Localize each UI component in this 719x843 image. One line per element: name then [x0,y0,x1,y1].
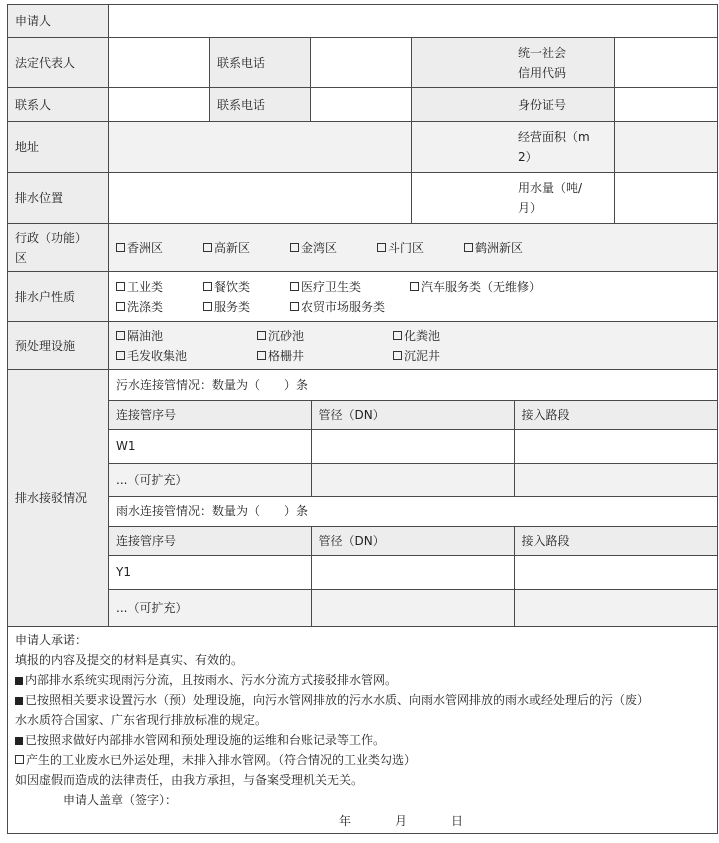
area-label [412,122,615,173]
rain-row-more: ...（可扩充） [109,589,311,626]
pretreat-option-grease-trap[interactable]: 隔油池 [116,326,257,346]
nature-option-laundry[interactable]: 洗涤类 [116,297,203,317]
legal-rep-phone-label: 联系电话 [210,38,311,88]
nature-option-catering[interactable]: 餐饮类 [203,277,290,297]
district-option-jinwan[interactable]: 金湾区 [290,238,377,258]
checkbox-icon [290,243,299,252]
pretreat-option-septic-tank[interactable]: 化粪池 [393,326,440,346]
checkbox-icon [393,351,402,360]
checkbox-icon [464,243,473,252]
connection-label: 排水接驳情况 [8,370,109,627]
sewage-row-more-road[interactable] [514,463,717,496]
date-month: 月 [395,814,408,828]
id-number-label: 身份证号 [412,88,615,122]
id-number-field[interactable] [615,88,718,122]
contact-phone-label: 联系电话 [210,88,311,122]
sewage-title: 污水连接管情况：数量为（ ）条 [109,370,717,400]
pretreat-option-sludge-well[interactable]: 沉泥井 [393,346,440,366]
credit-code-label-line1: 统一社会 [518,45,567,60]
declaration-line-3: 已按照相关要求设置污水（预）处理设施，向污水管网排放的污水水质、向雨水管网排放的雨水或经处理后的污（废） [15,690,710,710]
pretreat-options [109,322,718,370]
checkbox-icon [116,243,125,252]
filled-checkbox-icon[interactable] [15,737,23,745]
checkbox-icon [257,331,266,340]
rain-header-serial: 连接管序号 [109,526,311,555]
district-label-line1: 行政（功能） [15,230,88,245]
rain-header-diameter: 管径（DN） [311,526,514,555]
declaration-section [8,627,718,834]
pretreat-option-hair-collector[interactable]: 毛发收集池 [116,346,257,366]
declaration-line-2: 内部排水系统实现雨污分流，且按雨水、污水分流方式接驳排水管网。 [15,670,710,690]
date-day: 日 [451,814,464,828]
water-usage-field[interactable] [615,173,718,224]
rain-title: 雨水连接管情况：数量为（ ）条 [109,496,717,526]
credit-code-label [412,38,615,88]
nature-option-market[interactable]: 农贸市场服务类 [290,297,385,317]
contact-label: 联系人 [8,88,109,122]
nature-options [109,272,718,322]
checkbox-icon [203,302,212,311]
credit-code-label-line2: 信用代码 [518,65,567,80]
pretreat-option-grit-tank[interactable]: 沉砂池 [257,326,393,346]
declaration-line-1: 填报的内容及提交的材料是真实、有效的。 [15,653,244,667]
district-label [8,224,109,272]
drain-position-field[interactable] [109,173,412,224]
date-line [15,811,710,831]
checkbox-icon [290,282,299,291]
applicant-field[interactable] [109,5,718,38]
declaration-line-4: 水水质符合国家、广东省现行排放标准的规定。 [15,713,268,727]
registration-form [7,4,718,834]
checkbox-icon [410,282,419,291]
district-label-line2: 区 [15,250,28,265]
pretreat-label: 预处理设施 [8,322,109,370]
filled-checkbox-icon[interactable] [15,697,23,705]
connection-section [109,370,718,627]
checkbox-icon [290,302,299,311]
drain-position-label: 排水位置 [8,173,109,224]
sewage-row-w1-diameter[interactable] [311,429,514,463]
connection-table [109,370,717,626]
water-usage-label-line1: 用水量（吨/ [518,181,583,195]
declaration-title: 申请人承诺： [15,633,88,647]
district-options [109,224,718,272]
nature-label: 排水户性质 [8,272,109,322]
sewage-row-more: ...（可扩充） [109,463,311,496]
checkbox-icon [116,351,125,360]
checkbox-icon [116,302,125,311]
legal-rep-label: 法定代表人 [8,38,109,88]
nature-option-industrial[interactable]: 工业类 [116,277,203,297]
water-usage-label-line2: 月） [518,201,543,215]
legal-rep-field[interactable] [109,38,210,88]
address-label: 地址 [8,122,109,173]
checkbox-icon [377,243,386,252]
nature-option-service[interactable]: 服务类 [203,297,290,317]
legal-rep-phone-field[interactable] [311,38,412,88]
rain-row-more-diameter[interactable] [311,589,514,626]
declaration-line-6: 产生的工业废水已外运处理，未排入排水管网。（符合情况的工业类勾选） [15,750,710,770]
sewage-header-road: 接入路段 [514,400,717,429]
sewage-row-more-diameter[interactable] [311,463,514,496]
nature-option-medical[interactable]: 医疗卫生类 [290,277,410,297]
rain-header-road: 接入路段 [514,526,717,555]
checkbox-icon [116,331,125,340]
district-option-gaoxin[interactable]: 高新区 [203,238,290,258]
contact-phone-field[interactable] [311,88,412,122]
area-label-line2: 2） [518,150,538,164]
checkbox-icon [257,351,266,360]
checkbox-icon [203,282,212,291]
rain-row-y1-road[interactable] [514,555,717,589]
declaration-line-5: 已按照求做好内部排水管网和预处理设施的运维和台账记录等工作。 [15,730,710,750]
water-usage-label [412,173,615,224]
date-year: 年 [339,814,352,828]
checkbox-icon[interactable] [15,755,24,764]
signature-label: 申请人盖章（签字）： [63,793,178,807]
rain-row-y1-serial: Y1 [109,555,311,589]
district-option-xiangzhou[interactable]: 香洲区 [116,238,203,258]
sewage-row-w1-road[interactable] [514,429,717,463]
declaration-line-7: 如因虚假而造成的法律责任，由我方承担，与备案受理机关无关。 [15,773,364,787]
district-option-doumen[interactable]: 斗门区 [377,238,464,258]
pretreat-option-grille-well[interactable]: 格栅井 [257,346,393,366]
nature-option-auto-service[interactable]: 汽车服务类（无维修） [410,277,541,297]
sewage-row-w1-serial: W1 [109,429,311,463]
checkbox-icon [393,331,402,340]
area-label-line1: 经营面积（m [518,130,590,144]
sewage-header-diameter: 管径（DN） [311,400,514,429]
contact-field[interactable] [109,88,210,122]
address-field[interactable] [109,122,412,173]
credit-code-field[interactable] [615,38,718,88]
rain-row-more-road[interactable] [514,589,717,626]
district-option-hezhou[interactable]: 鹤洲新区 [464,238,523,258]
sewage-header-serial: 连接管序号 [109,400,311,429]
applicant-label: 申请人 [8,5,109,38]
area-field[interactable] [615,122,718,173]
rain-row-y1-diameter[interactable] [311,555,514,589]
checkbox-icon [203,243,212,252]
checkbox-icon [116,282,125,291]
filled-checkbox-icon[interactable] [15,677,23,685]
